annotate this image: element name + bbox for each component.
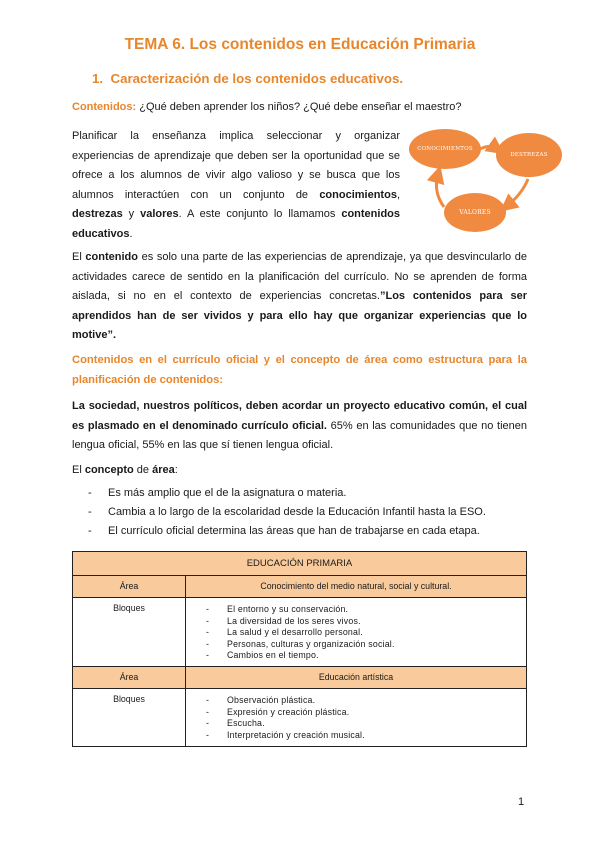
area-label-cell: Área (73, 576, 186, 598)
area-label-cell: Área (73, 666, 186, 688)
concept-list (88, 484, 528, 541)
blocks-list (186, 689, 526, 745)
blocks-cell (186, 598, 527, 667)
intro-question: ¿Qué deben aprender los niños? ¿Qué debe enseñar el maestro? (136, 101, 462, 113)
arrow-3 (436, 174, 444, 207)
page-number: 1 (518, 796, 525, 808)
list-item: - Escucha. (206, 718, 526, 730)
section-number: 1. (92, 71, 104, 86)
blocks-cell (186, 688, 527, 746)
table-row (73, 688, 527, 746)
para1-bold-contenidos: contenidos educativos (72, 208, 400, 240)
para1-bold-conocimientos: conocimientos (319, 188, 397, 201)
concept-bold-concepto: concepto (84, 464, 134, 476)
paragraph-contenido (72, 248, 527, 346)
para3-text: 65% en las comunidades que no tienen lengua oficial, 55% en las que sí tienen lengua oficial. (72, 419, 527, 451)
para1-bold-valores: valores (140, 208, 179, 220)
section-heading (92, 71, 403, 86)
bubble-conocimientos: CONOCIMIENTOS (409, 129, 481, 169)
list-item: - Personas, culturas y organización social. (206, 639, 526, 651)
para2-text: es solo una parte de las experiencias de aprendizaje, ya que desvincularlo de actividades carece de sentido en la planificación del currículo. No se aprenden de forma aislada, si no en el contexto de experiencias concretas. (72, 251, 527, 302)
concept-mid: de (133, 464, 153, 476)
para2-bold-quote: ”Los contenidos para ser aprendidos han de ser vividos y para ello hay que organizar experiencias que lo motive”. (72, 290, 527, 341)
para1-bold-destrezas: destrezas (72, 208, 123, 220)
list-item: - Observación plástica. (206, 695, 526, 707)
contenidos-colon: : (132, 101, 137, 113)
list-item: - Expresión y creación plástica. (206, 707, 526, 719)
page-title: TEMA 6. Los contenidos en Educación Primaria (124, 36, 476, 53)
bubble-valores: VALORES (444, 193, 506, 232)
para3-bold: La sociedad, nuestros políticos, deben acordar un proyecto educativo común, el cual es plasmado en el denominado currículo oficial. (72, 400, 527, 432)
paragraph-sociedad (72, 397, 527, 456)
concept-area-line (72, 461, 178, 481)
list-item: - La salud y el desarrollo personal. (206, 627, 526, 639)
paragraph-planificar (72, 127, 400, 244)
table-row (73, 598, 527, 667)
contenidos-label: Contenidos (72, 101, 133, 113)
primaria-areas-table (72, 551, 527, 747)
para1-sep1: , (396, 188, 400, 201)
concept-lead: El (72, 464, 85, 476)
list-item: - Es más amplio que el de la asignatura o materia. (88, 484, 528, 503)
area-name-cell: Educación artística (186, 666, 527, 688)
para1-end: . (129, 227, 133, 240)
list-item: - El currículo oficial determina las áreas que han de trabajarse en cada etapa. (88, 522, 528, 541)
contents-cycle-diagram (400, 122, 590, 234)
subheading-curriculo: Contenidos en el currículo oficial y el concepto de área como estructura para la planificación de contenidos: (72, 354, 527, 386)
table-title: EDUCACIÓN PRIMARIA (73, 552, 527, 576)
bloques-label-cell: Bloques (73, 598, 186, 667)
bloques-label-cell: Bloques (73, 688, 186, 746)
list-item: - Interpretación y creación musical. (206, 730, 526, 742)
arrow-2 (507, 179, 528, 206)
concept-bold-area: área (152, 464, 175, 476)
list-item: - El entorno y su conservación. (206, 604, 526, 616)
intro-line (72, 98, 532, 118)
area-name-cell: Conocimiento del medio natural, social y cultural. (186, 576, 527, 598)
para2-bold-contenido: contenido (85, 251, 138, 263)
para1-text2: . A este conjunto lo llamamos (178, 208, 342, 220)
arrow-1 (480, 147, 497, 150)
bubble-destrezas: DESTREZAS (496, 133, 562, 177)
table-row (73, 576, 527, 598)
list-item: - Cambia a lo largo de la escolaridad desde la Educación Infantil hasta la ESO. (88, 503, 528, 522)
para1-text: Planificar la enseñanza implica seleccionar y organizar experiencias de aprendizaje que deben ser la oportunidad que se ofrece a los alumnos de vivir algo valioso y se busca que los alumnos interactúen con un conjunto de (72, 130, 400, 201)
section-heading-text: Caracterización de los contenidos educativos. (110, 71, 404, 86)
list-item: - Cambios en el tiempo. (206, 650, 526, 662)
blocks-list (186, 598, 526, 666)
list-item: - La diversidad de los seres vivos. (206, 616, 526, 628)
para2-lead: El (72, 251, 86, 263)
concept-end: : (174, 464, 178, 476)
para1-sep2: y (122, 208, 141, 220)
table-row (73, 666, 527, 688)
